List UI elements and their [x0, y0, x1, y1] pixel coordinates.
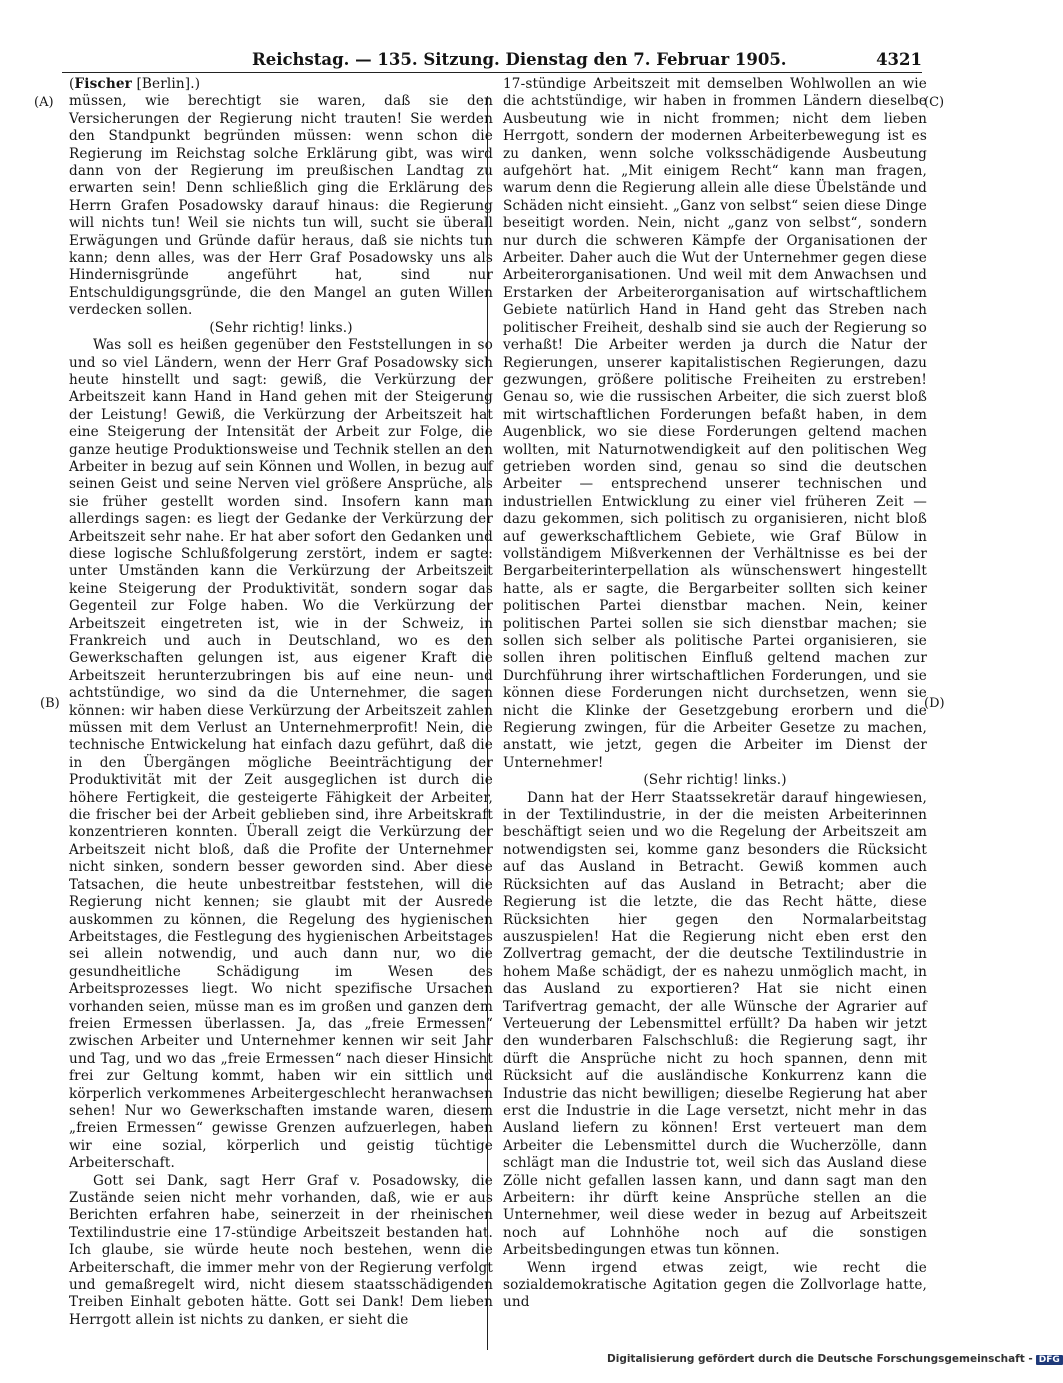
header-title: Reichstag. — 135. Sitzung. Dienstag den 7. Februar 1905.	[252, 50, 787, 69]
interjection: (Sehr richtig! links.)	[209, 319, 353, 336]
header-rule	[62, 72, 922, 73]
margin-marker-a: (A)	[34, 95, 54, 110]
right-column	[503, 76, 927, 1312]
left-column	[69, 76, 493, 1329]
margin-marker-d: (D)	[924, 696, 945, 711]
footer-text: Digitalisierung gefördert durch die Deutsche Forschungsgemeinschaft -	[607, 1353, 1033, 1365]
running-header	[62, 50, 922, 78]
speaker-name: Fischer	[74, 76, 132, 92]
paragraph: Wenn irgend etwas zeigt, wie recht die sozialdemokratische Agitation gegen die Zollvorlage hatte, und	[503, 1259, 927, 1311]
speaker-line: (Fischer [Berlin].)	[69, 76, 201, 92]
paragraph: Was soll es heißen gegenüber den Feststellungen in so und so viel Ländern, wenn der Herr Graf Posadowsky sich heute hinstellt und sagt: gewiß, die Verkürzung der Arbeitszeit kann Hand in Hand gehen mit der Steigerung der Leistung! Gewiß, die Verkürzung der Arbeitszeit hat eine Steigerung der Intensität der Arbeit zur Folge, die ganze heutige Produktionsweise und Technik stellen an den Arbeiter in bezug auf sein Können und Wollen, in bezug auf seinen Geist und seine Nerven viel größere Ansprüche, als sie früher gestellt worden sind. Insofern kann man allerdings sagen: es liegt der Gedanke der Verkürzung der Arbeitszeit sehr nahe. Er hat aber sofort den Gedanken und diese logische Schlußfolgerung zerstört, indem er sagte: unter Umständen kann die Verkürzung der Arbeitszeit keine Steigerung der Produktivität, sondern sogar das Gegenteil zur Folge haben. Wo die Verkürzung der Arbeitszeit eingetreten ist, wie in der Schweiz, in Frankreich und auch in Deutschland, wo es den Gewerkschaften gelungen ist, aus eigener Kraft die Arbeitszeit herunterzubringen bis auf eine neun- und achtstündige, wo sind da die Unternehmer, die sagen können: wir haben diese Verkürzung der Arbeitszeit zahlen müssen mit dem Verlust an Unternehmerprofit! Nein, die technische Entwickelung hat einfach dazu geführt, daß die in den Übergängen mögliche Beeinträchtigung der Produktivität mit der Zeit ausgeglichen ist durch die höhere Fertigkeit, die gesteigerte Fähigkeit der Arbeiter, die frischer bei der Arbeit geblieben sind, ihre Arbeitskraft konzentrieren konnten. Überall zeigt die Verkürzung der Arbeitszeit nicht bloß, daß die Profite der Unternehmer nicht sinken, sondern besser geworden sind. Aber diese Tatsachen, die heute unbestreitbar feststehen, will die Regierung nicht kennen; sie glaubt mit der Ausrede auskommen zu können, die Regelung des hygienischen Arbeitstages, die Festlegung des hygienischen Arbeitstages sei allein notwendig, und auch dann nur, wo die gesundheitliche Schädigung im Wesen des Arbeitsprozesses liegt. Wo nicht spezifische Ursachen vorhanden seien, müsse man es im großen und ganzen dem freien Ermessen überlassen. Ja, das „freie Ermessen“ zwischen Arbeiter und Unternehmer kennen wir seit Jahr und Tag, und wo das „freie Ermessen“ nach dieser Hinsicht frei zur Geltung kommt, haben wir ein sittlich und körperlich verkommenes Arbeitergeschlecht heranwachsen sehen! Nur wo Gewerkschaften imstande waren, diesem „freien Ermessen“ gewisse Grenzen aufzuerlegen, haben wir eine sozial, körperlich und geistig tüchtige Arbeiterschaft.	[69, 337, 493, 1172]
dfg-logo: DFG	[1036, 1355, 1063, 1365]
speaker-place: [Berlin].)	[136, 76, 201, 92]
page-number: 4321	[876, 50, 922, 69]
paragraph: Dann hat der Herr Staatssekretär darauf hingewiesen, in der Textilindustrie, in der die meisten Arbeiterinnen beschäftigt seien und wo die Regelung der Arbeitszeit am notwendigsten sei, komme ganz besonders die Rücksicht auf das Ausland in Betracht. Gewiß kommen auch Rücksichten auf das Ausland in Betracht; aber die Regierung ist die letzte, die das Recht hätte, diese Rücksichten hier gegen den Normalarbeitstag auszuspielen! Hat die Regierung nicht eben erst den Zollvertrag gemacht, der die deutsche Textilindustrie in hohem Maße schädigt, der es nahezu unmöglich macht, in das Ausland zu exportieren? Hat sie nicht einen Tarifvertrag gemacht, der alle Wünsche der Agrarier auf Verteuerung der Lebensmittel erfüllt? Da haben wir jetzt den wunderbaren Falschschluß: die Regierung sagt, ihr dürft die Ansprüche nicht zu hoch spannen, denn mit Rücksicht auf die ausländische Konkurrenz kann die Industrie das nicht bewilligen; dieselbe Regierung hat aber erst die Industrie in die Lage versetzt, nicht mehr in das Ausland liefern zu können! Erst verteuert man dem Arbeiter die Lebensmittel durch die Wucherzölle, dann schlägt man die Industrie tot, weil sich das Ausland diese Zölle nicht gefallen lassen kann, und dann sagt man den Arbeitern: ihr dürft keine Ansprüche stellen an die Unternehmer, weil diese weder in bezug auf Arbeitszeit noch auf Lohnhöhe noch auf die sonstigen Arbeitsbedingungen etwas tun können.	[503, 789, 927, 1259]
margin-marker-b: (B)	[40, 696, 60, 711]
column-divider	[487, 96, 488, 1350]
paragraph: Gott sei Dank, sagt Herr Graf v. Posadowsky, die Zustände seien nicht mehr vorhanden, daß, wie er aus Berichten erfahren habe, seinerzeit in der rheinischen Textilindustrie eine 17-stündige Arbeitszeit bestanden hat. Ich glaube, sie würde heute noch bestehen, wenn die Arbeiterschaft, die immer mehr von der Regierung verfolgt und gemaßregelt wird, nicht diesem staatsschädigenden Treiben Einhalt geboten hätte. Gott sei Dank! Dem lieben Herrgott allein ist nichts zu danken, er sieht die	[69, 1172, 493, 1328]
interjection: (Sehr richtig! links.)	[643, 772, 787, 789]
margin-marker-c: (C)	[924, 95, 945, 110]
paragraph: müssen, wie berechtigt sie waren, daß sie den Versicherungen der Regierung nicht trauten! Sie werden den Standpunkt begründen müssen: wenn schon die Regierung im Reichstag solche Erklärung gibt, was wird dann von der Regierung im preußischen Landtag zu erwarten sein! Denn schließlich ging die Erklärung des Herrn Grafen Posadowsky darauf hinaus: die Regierung will nichts tun! Weil sie nichts tun will, sucht sie überall Erwägungen und Gründe dafür heraus, daß sie nichts tun kann; denn alles, was der Herr Graf Posadowsky uns als Hindernisgründe angeführt hat, sind nur Entschuldigungsgründe, die den Mangel an guten Willen verdecken sollen.	[69, 93, 493, 319]
paragraph: 17-stündige Arbeitszeit mit demselben Wohlwollen an wie die achtstündige, wir haben in frommen Ländern dieselbe Ausbeutung wie in nicht frommen; nicht dem lieben Herrgott, sondern der modernen Arbeiterbewegung ist es zu danken, wenn solche volksschädigende Ausbeutung aufgehört hat. „Mit einigem Recht“ kann man fragen, warum denn die Regierung allein alle diese Übelstände und Schäden nicht einsieht. „Ganz von selbst“ seien diese Dinge beseitigt worden. Nein, nicht „ganz von selbst“, sondern nur durch die schweren Kämpfe der Organisationen der Arbeiter. Daher auch die Wut der Unternehmer gegen diese Arbeiterorganisationen. Und weil mit dem Anwachsen und Erstarken der Arbeiterorganisation auf wirtschaftlichem Gebiete natürlich Hand in Hand geht das Streben nach politischer Freiheit, deshalb sind sie auch der Regierung so verhaßt! Die Arbeiter werden ja durch die Natur der Regierungen, unserer kapitalistischen Regierungen, dazu gezwungen, größere politische Freiheiten zu erstreben! Genau so, wie die russischen Arbeiter, die sich zuerst bloß mit wirtschaftlichen Forderungen befaßt haben, in dem Augenblick, wo sie diese Forderungen geltend machen wollten, mit Naturnotwendigkeit auf den politischen Weg getrieben worden sind, genau so sind die deutschen Arbeiter — entsprechend unserer technischen und industriellen Entwicklung zu einer viel früheren Zeit — dazu gekommen, sich politisch zu organisieren, nicht bloß auf gewerkschaftlichem Gebiete, wie Graf Bülow in vollständigem Mißverkennen der Verhältnisse es bei der Bergarbeiterinterpellation als wünschenswert hingestellt hatte, als er sagte, die Bergarbeiter sollten sich keiner politischen Partei dienstbar machen. Nein, keiner politischen Partei sollen sie sich dienstbar machen; sie sollen sich selber als politische Partei organisieren, sie sollen ihren politischen Einfluß geltend machen zur Durchführung ihrer wirtschaftlichen Forderungen, und sie können diese Forderungen nicht durchsetzen, wenn sie nicht die Klinke der Gesetzgebung erorbern und die Regierung zwingen, für die Arbeiter Gesetze zu machen, anstatt, wie jetzt, gegen die Arbeiter im Dienst der Unternehmer!	[503, 76, 927, 771]
footer-credit	[607, 1353, 1063, 1365]
